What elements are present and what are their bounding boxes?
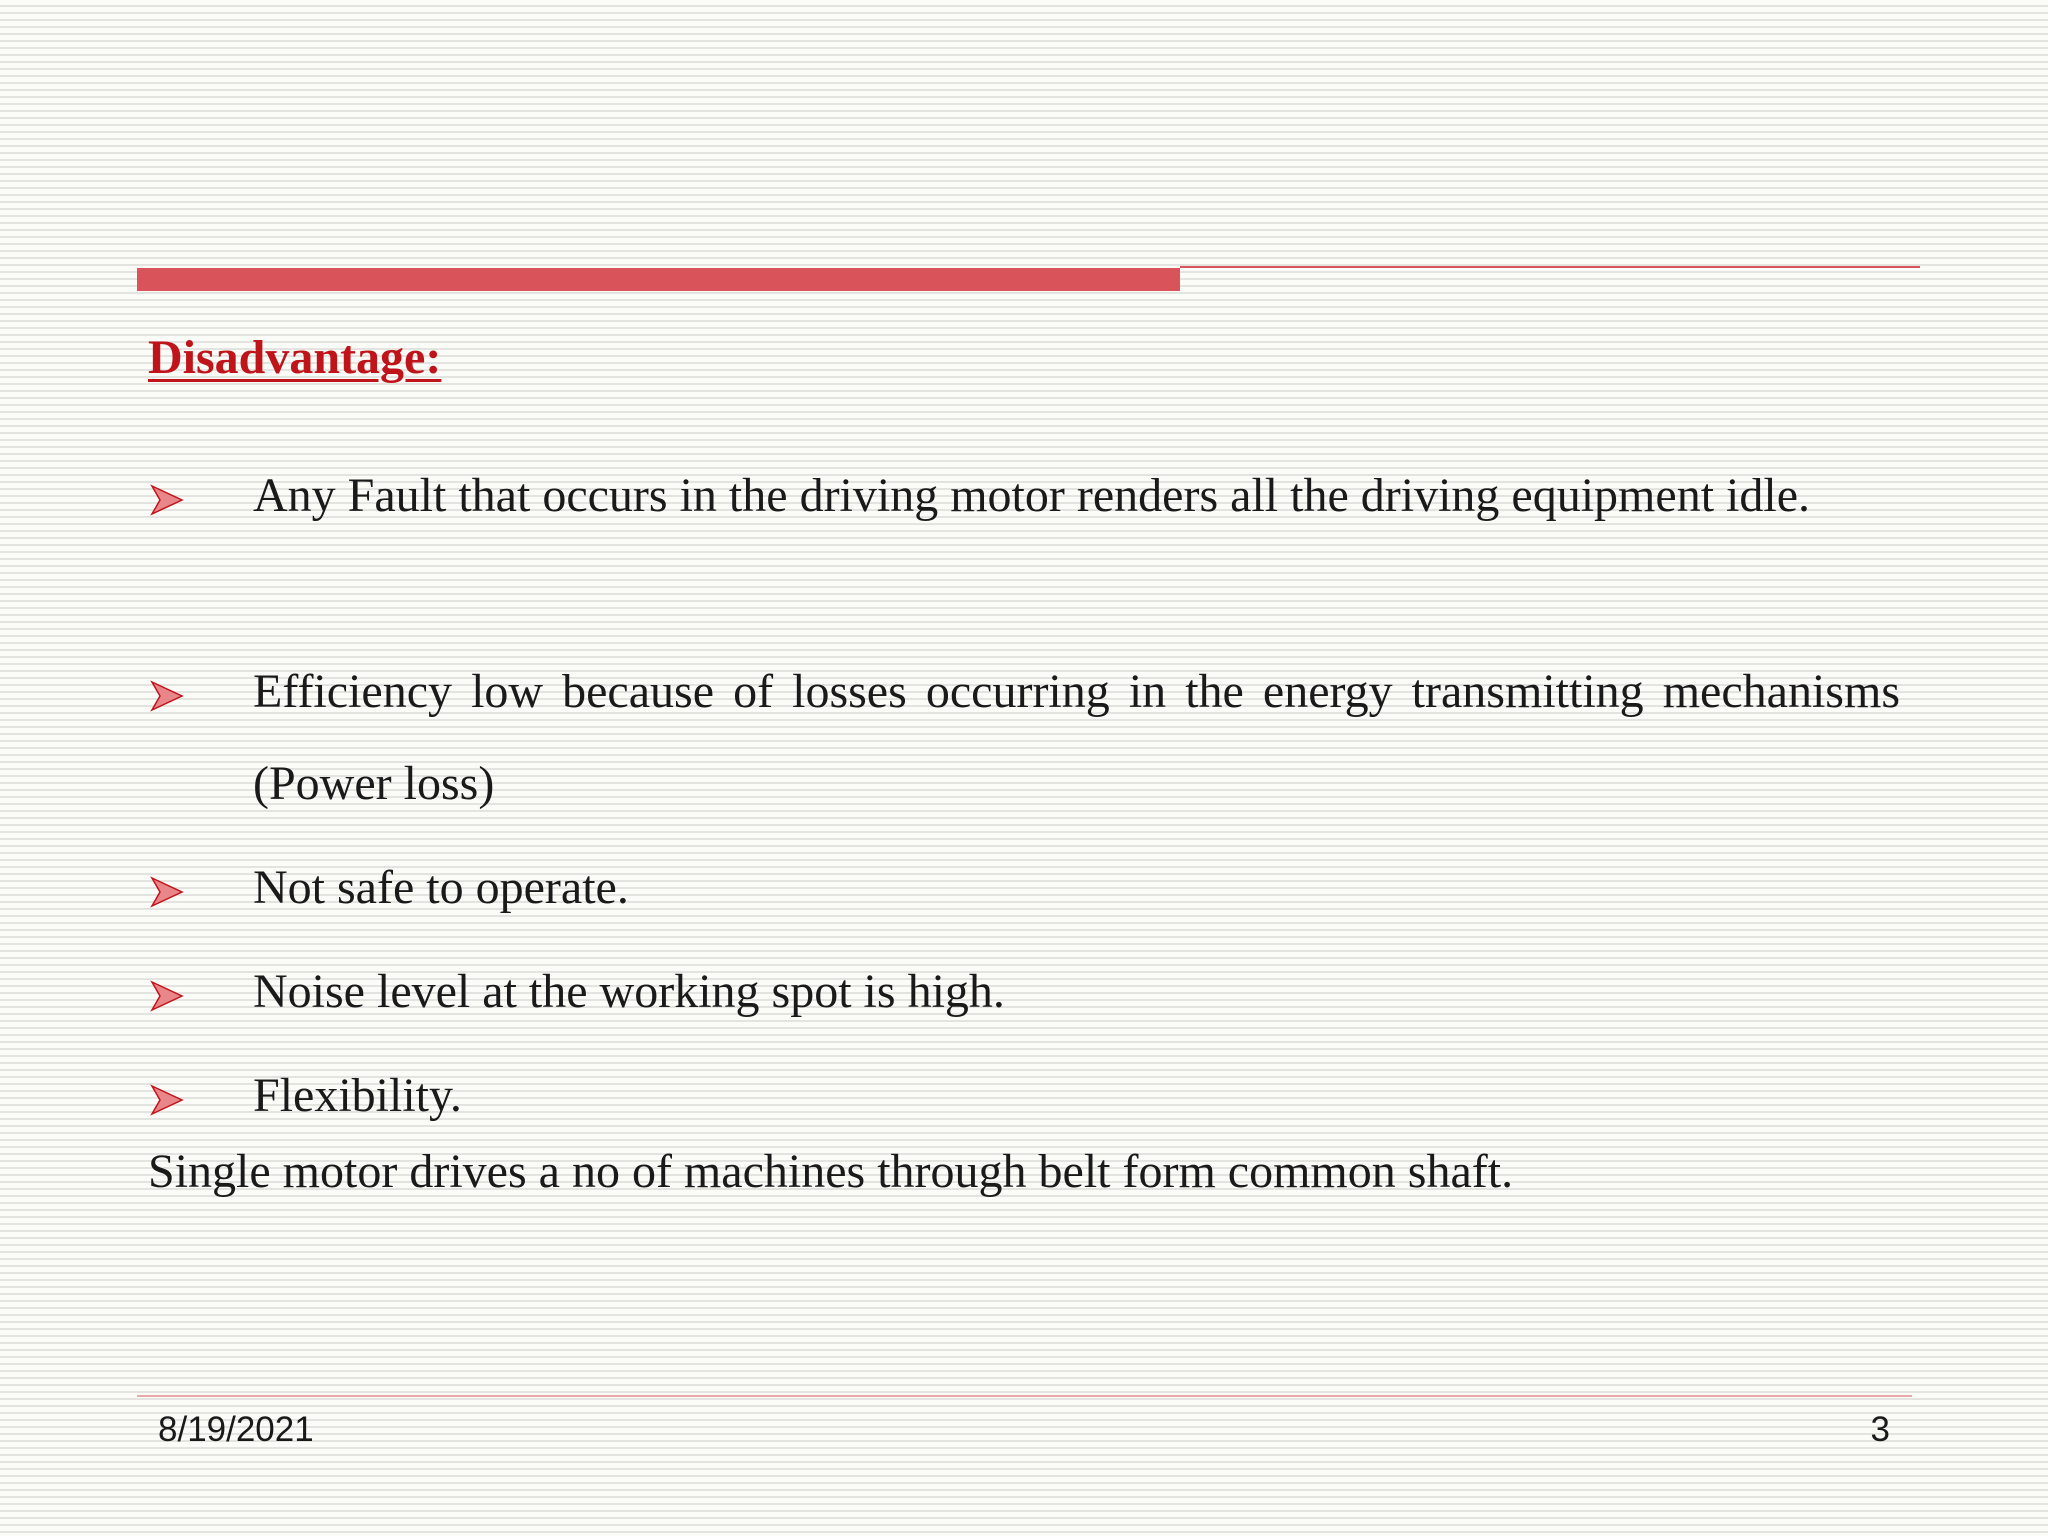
bullet-text: Any Fault that occurs in the driving motor renders all the driving equipment idle. xyxy=(253,469,1810,522)
bullet-text: Efficiency low because of losses occurring in the energy transmitting mechanisms (Power loss) xyxy=(253,665,1900,810)
bullet-text: Flexibility. xyxy=(253,1069,462,1122)
arrowhead-bullet-icon xyxy=(148,1082,184,1118)
title-accent-bar xyxy=(137,268,1180,291)
slide-heading: Disadvantage: xyxy=(148,331,442,384)
closing-statement: Single motor drives a no of machines through belt form common shaft. xyxy=(148,1145,1514,1198)
footer-divider xyxy=(137,1395,1912,1397)
bullet-text: Not safe to operate. xyxy=(253,861,629,914)
arrowhead-bullet-icon xyxy=(148,978,184,1014)
page-number: 3 xyxy=(1870,1410,1890,1449)
arrowhead-bullet-icon xyxy=(148,874,184,910)
arrowhead-bullet-icon xyxy=(148,678,184,714)
title-accent-line xyxy=(1180,266,1920,268)
footer-date: 8/19/2021 xyxy=(158,1410,314,1449)
bullet-text: Noise level at the working spot is high. xyxy=(253,965,1005,1018)
arrowhead-bullet-icon xyxy=(148,482,184,518)
